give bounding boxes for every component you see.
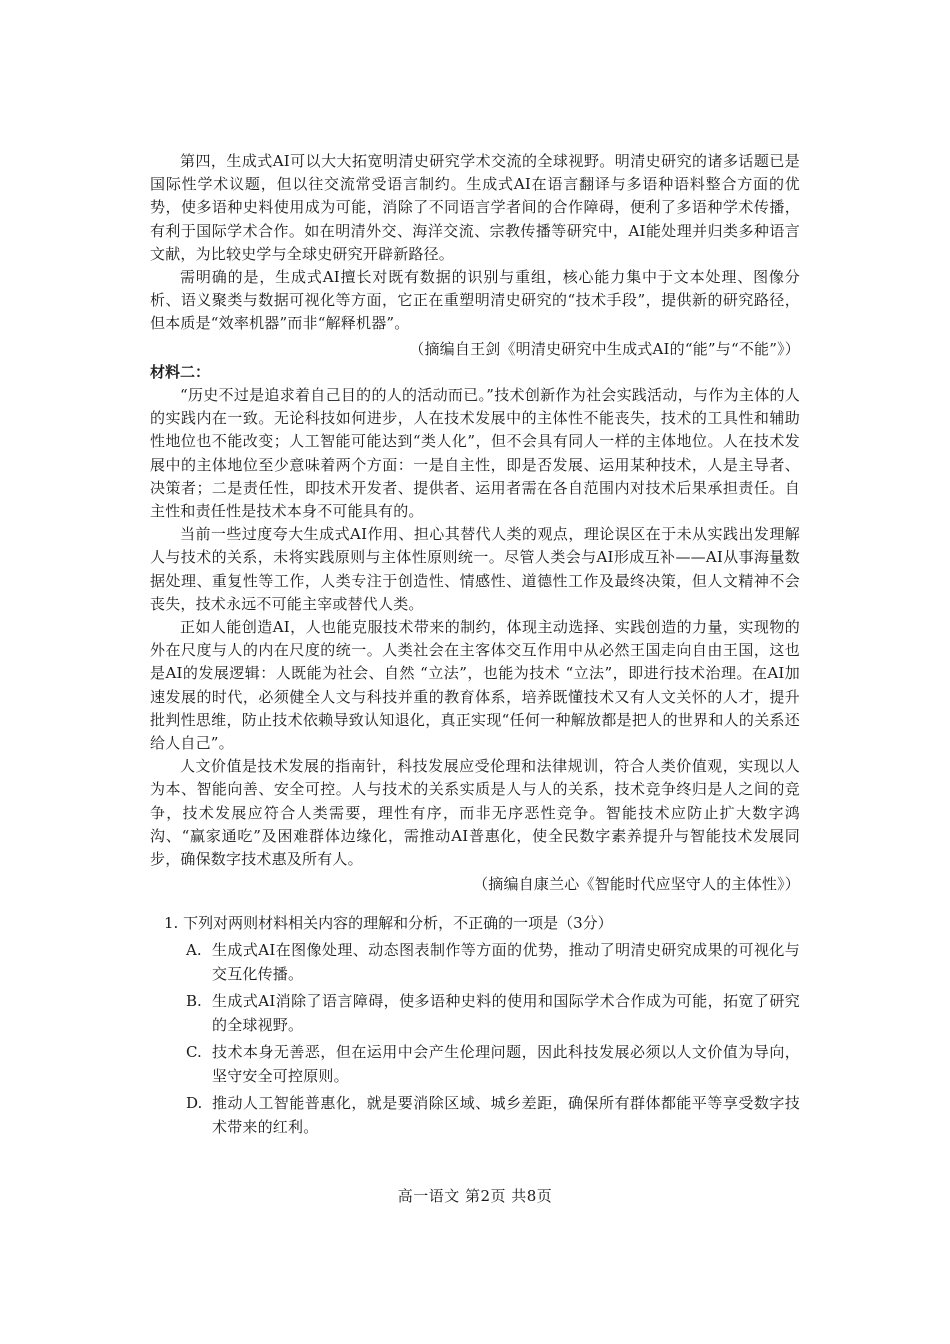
- option-text: 生成式AI消除了语言障碍，使多语种史料的使用和国际学术合作成为可能，拓宽了研究的全球视野。: [212, 991, 800, 1034]
- option-letter: B.: [186, 991, 202, 1010]
- question-text: 下列对两则材料相关内容的理解和分析，不正确的一项是（3分）: [183, 913, 613, 932]
- option-text: 技术本身无善恶，但在运用中会产生伦理问题，因此科技发展必须以人文价值为导向，坚守安全可控原则。: [212, 1042, 800, 1085]
- material-two-heading: 材料二：: [150, 362, 211, 381]
- material-two-paragraph-1: “历史不过是追求着自己目的的人的活动而已。”技术创新作为社会实践活动，与作为主体的人的实践内在一致。无论科技如何进步，人在技术发展中的主体性不能丧失，技术的工具性和辅助性地位也不能改变；人工智能可能达到“类人化”，但不会具有同人一样的主体地位。人在技术发展中的主体地位至少意味着两个方面：一是自主性，即是否发展、运用某种技术，人是主导者、决策者；二是责任性，即技术开发者、提供者、运用者需在各自范围内对技术后果承担责任。自主性和责任性是技术本身不可能具有的。: [150, 386, 800, 521]
- material-one-paragraph-2: 需明确的是，生成式AI擅长对既有数据的识别与重组，核心能力集中于文本处理、图像分析、语义聚类与数据可视化等方面，它正在重塑明清史研究的“技术手段”，提供新的研究路径，但本质是“效率机器”而非“解释机器”。: [150, 268, 800, 333]
- question-1: [150, 911, 800, 1139]
- material-one-paragraph-1: 第四，生成式AI可以大大拓宽明清史研究学术交流的全球视野。明清史研究的诸多话题已是国际性学术议题，但以往交流常受语言制约。生成式AI在语言翻译与多语种语料整合方面的优势，使多语种史料使用成为可能，消除了不同语言学者间的合作障碍，便利了多语种学术传播，有利于国际学术合作。如在明清外交、海洋交流、宗教传播等研究中，AI能处理并归类多种语言文献，为比较史学与全球史研究开辟新路径。: [150, 152, 800, 263]
- question-1-stem: [150, 911, 800, 935]
- option-letter: D.: [186, 1093, 203, 1112]
- page-footer: 高一语文 第2页 共8页: [397, 1187, 553, 1205]
- option-letter: A.: [186, 940, 202, 959]
- material-one-section: [150, 150, 800, 361]
- option-text: 推动人工智能普惠化，就是要消除区域、城乡差距，确保所有群体都能平等享受数字技术带来的红利。: [212, 1093, 800, 1136]
- material-one-source: （摘编自王剑《明清史研究中生成式AI的“能”与“不能”》）: [409, 339, 800, 358]
- option-a[interactable]: [150, 938, 800, 986]
- material-two-paragraph-4: 人文价值是技术发展的指南针，科技发展应受伦理和法律规训，符合人类价值观，实现以人为本、智能向善、安全可控。人与技术的关系实质是人与人的关系，技术竞争终归是人之间的竞争，技术发展应符合人类需要，理性有序，而非无序恶性竞争。智能技术应防止扩大数字鸿沟、“赢家通吃”及困难群体边缘化，需推动AI普惠化，使全民数字素养提升与智能技术发展同步，确保数字技术惠及所有人。: [150, 757, 800, 869]
- page-content: [150, 150, 800, 1139]
- option-b[interactable]: [150, 989, 800, 1037]
- option-letter: C.: [186, 1042, 202, 1061]
- option-text: 生成式AI在图像处理、动态图表制作等方面的优势，推动了明清史研究成果的可视化与交互化传播。: [212, 940, 800, 983]
- material-two-paragraph-3: 正如人能创造AI，人也能克服技术带来的制约，体现主动选择、实践创造的力量，实现物的外在尺度与人的内在尺度的统一。人类社会在主客体交互作用中从必然王国走向自由王国，这也是AI的发展逻辑：人既能为社会、自然 “立法”，也能为技术 “立法”，即进行技术治理。在AI加速发展的时代，必须健全人文与科技并重的教育体系，培养既懂技术又有人文关怀的人才，提升批判性思维，防止技术依赖导致认知退化，真正实现“任何一种解放都是把人的世界和人的关系还给人自己”。: [150, 618, 800, 753]
- material-two-source: （摘编自康兰心《智能时代应坚守人的主体性》）: [473, 875, 800, 894]
- option-list: [150, 938, 800, 1139]
- question-number: 1.: [164, 913, 179, 932]
- material-two-section: [150, 361, 800, 897]
- option-d[interactable]: [150, 1091, 800, 1139]
- option-c[interactable]: [150, 1040, 800, 1088]
- material-two-paragraph-2: 当前一些过度夸大生成式AI作用、担心其替代人类的观点，理论误区在于未从实践出发理解人与技术的关系，未将实践原则与主体性原则统一。尽管人类会与AI形成互补——AI从事海量数据处理、重复性等工作，人类专注于创造性、情感性、道德性工作及最终决策，但人文精神不会丧失，技术永远不可能主宰或替代人类。: [150, 525, 800, 613]
